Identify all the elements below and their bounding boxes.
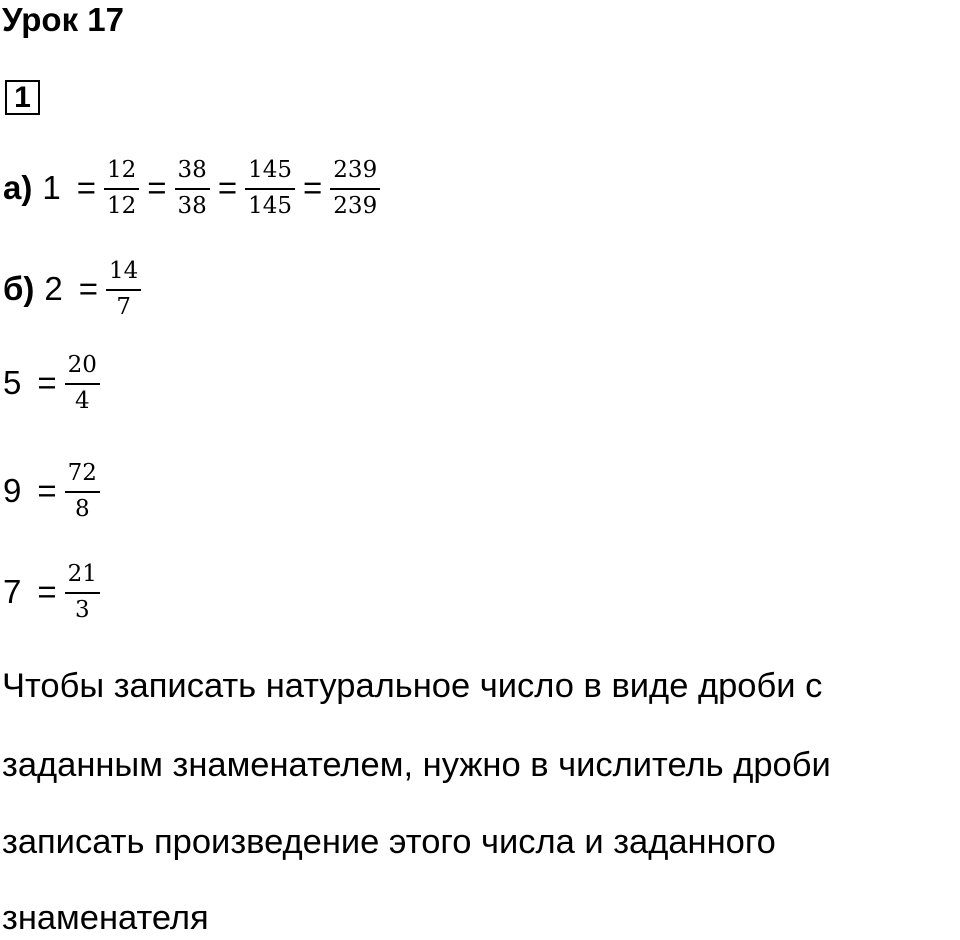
equation-part-b-4: [3, 559, 100, 625]
task-number-box: 1: [5, 80, 40, 115]
equals-sign: =: [78, 270, 99, 307]
fraction: [65, 460, 100, 523]
fraction-bar: [175, 188, 210, 190]
equation-part-b-2: [3, 350, 100, 416]
numerator: 12: [106, 156, 137, 183]
fraction: [245, 157, 295, 220]
conclusion-line-4: знаменателя: [2, 899, 209, 937]
equation-part-b-1: [3, 256, 141, 322]
numerator: 239: [333, 156, 378, 183]
fraction-bar: [245, 188, 295, 190]
fraction-bar: [65, 592, 100, 594]
numerator: 21: [67, 560, 97, 587]
equals-sign: =: [37, 573, 57, 610]
numerator: 14: [109, 257, 139, 284]
denominator: 3: [74, 596, 90, 623]
equation-part-b-3: [3, 458, 100, 524]
denominator: 12: [106, 192, 137, 219]
conclusion-line-2: заданным знаменателем, нужно в числитель дроби: [2, 746, 831, 784]
whole-number: 5: [3, 364, 22, 401]
equals-sign: =: [37, 364, 57, 401]
numerator: 20: [67, 351, 97, 378]
conclusion-line-3: записать произведение этого числа и заданного: [2, 823, 776, 861]
fraction: [104, 157, 139, 220]
lesson-title: Урок 17: [2, 1, 124, 38]
fraction-bar: [104, 188, 139, 190]
whole-number: 7: [3, 573, 22, 610]
equals-sign: =: [76, 169, 96, 206]
numerator: 38: [177, 156, 207, 183]
denominator: 145: [248, 192, 293, 219]
fraction: [106, 258, 141, 321]
equals-sign: =: [37, 472, 57, 509]
whole-number: 2: [44, 270, 63, 307]
fraction-bar: [65, 491, 100, 493]
fraction-bar: [65, 383, 100, 385]
numerator: 72: [67, 459, 97, 486]
denominator: 7: [116, 293, 131, 320]
numerator: 145: [248, 156, 293, 183]
whole-number: 9: [3, 472, 22, 509]
denominator: 38: [177, 192, 207, 219]
equals-sign: =: [303, 169, 323, 206]
fraction: [65, 561, 100, 624]
equals-sign: =: [147, 169, 167, 206]
part-b-label: б): [3, 270, 35, 307]
denominator: 239: [333, 192, 378, 219]
fraction: [175, 157, 210, 220]
fraction-bar: [330, 188, 380, 190]
denominator: 4: [74, 387, 90, 414]
conclusion-line-1: Чтобы записать натуральное число в виде дроби с: [2, 667, 823, 705]
whole-number: 1: [42, 169, 61, 206]
equals-sign: =: [217, 169, 238, 206]
fraction: [65, 352, 100, 415]
equation-part-a: [3, 155, 380, 221]
fraction-bar: [106, 289, 141, 291]
denominator: 8: [74, 495, 90, 522]
part-a-label: а): [3, 169, 33, 206]
fraction: [330, 157, 380, 220]
